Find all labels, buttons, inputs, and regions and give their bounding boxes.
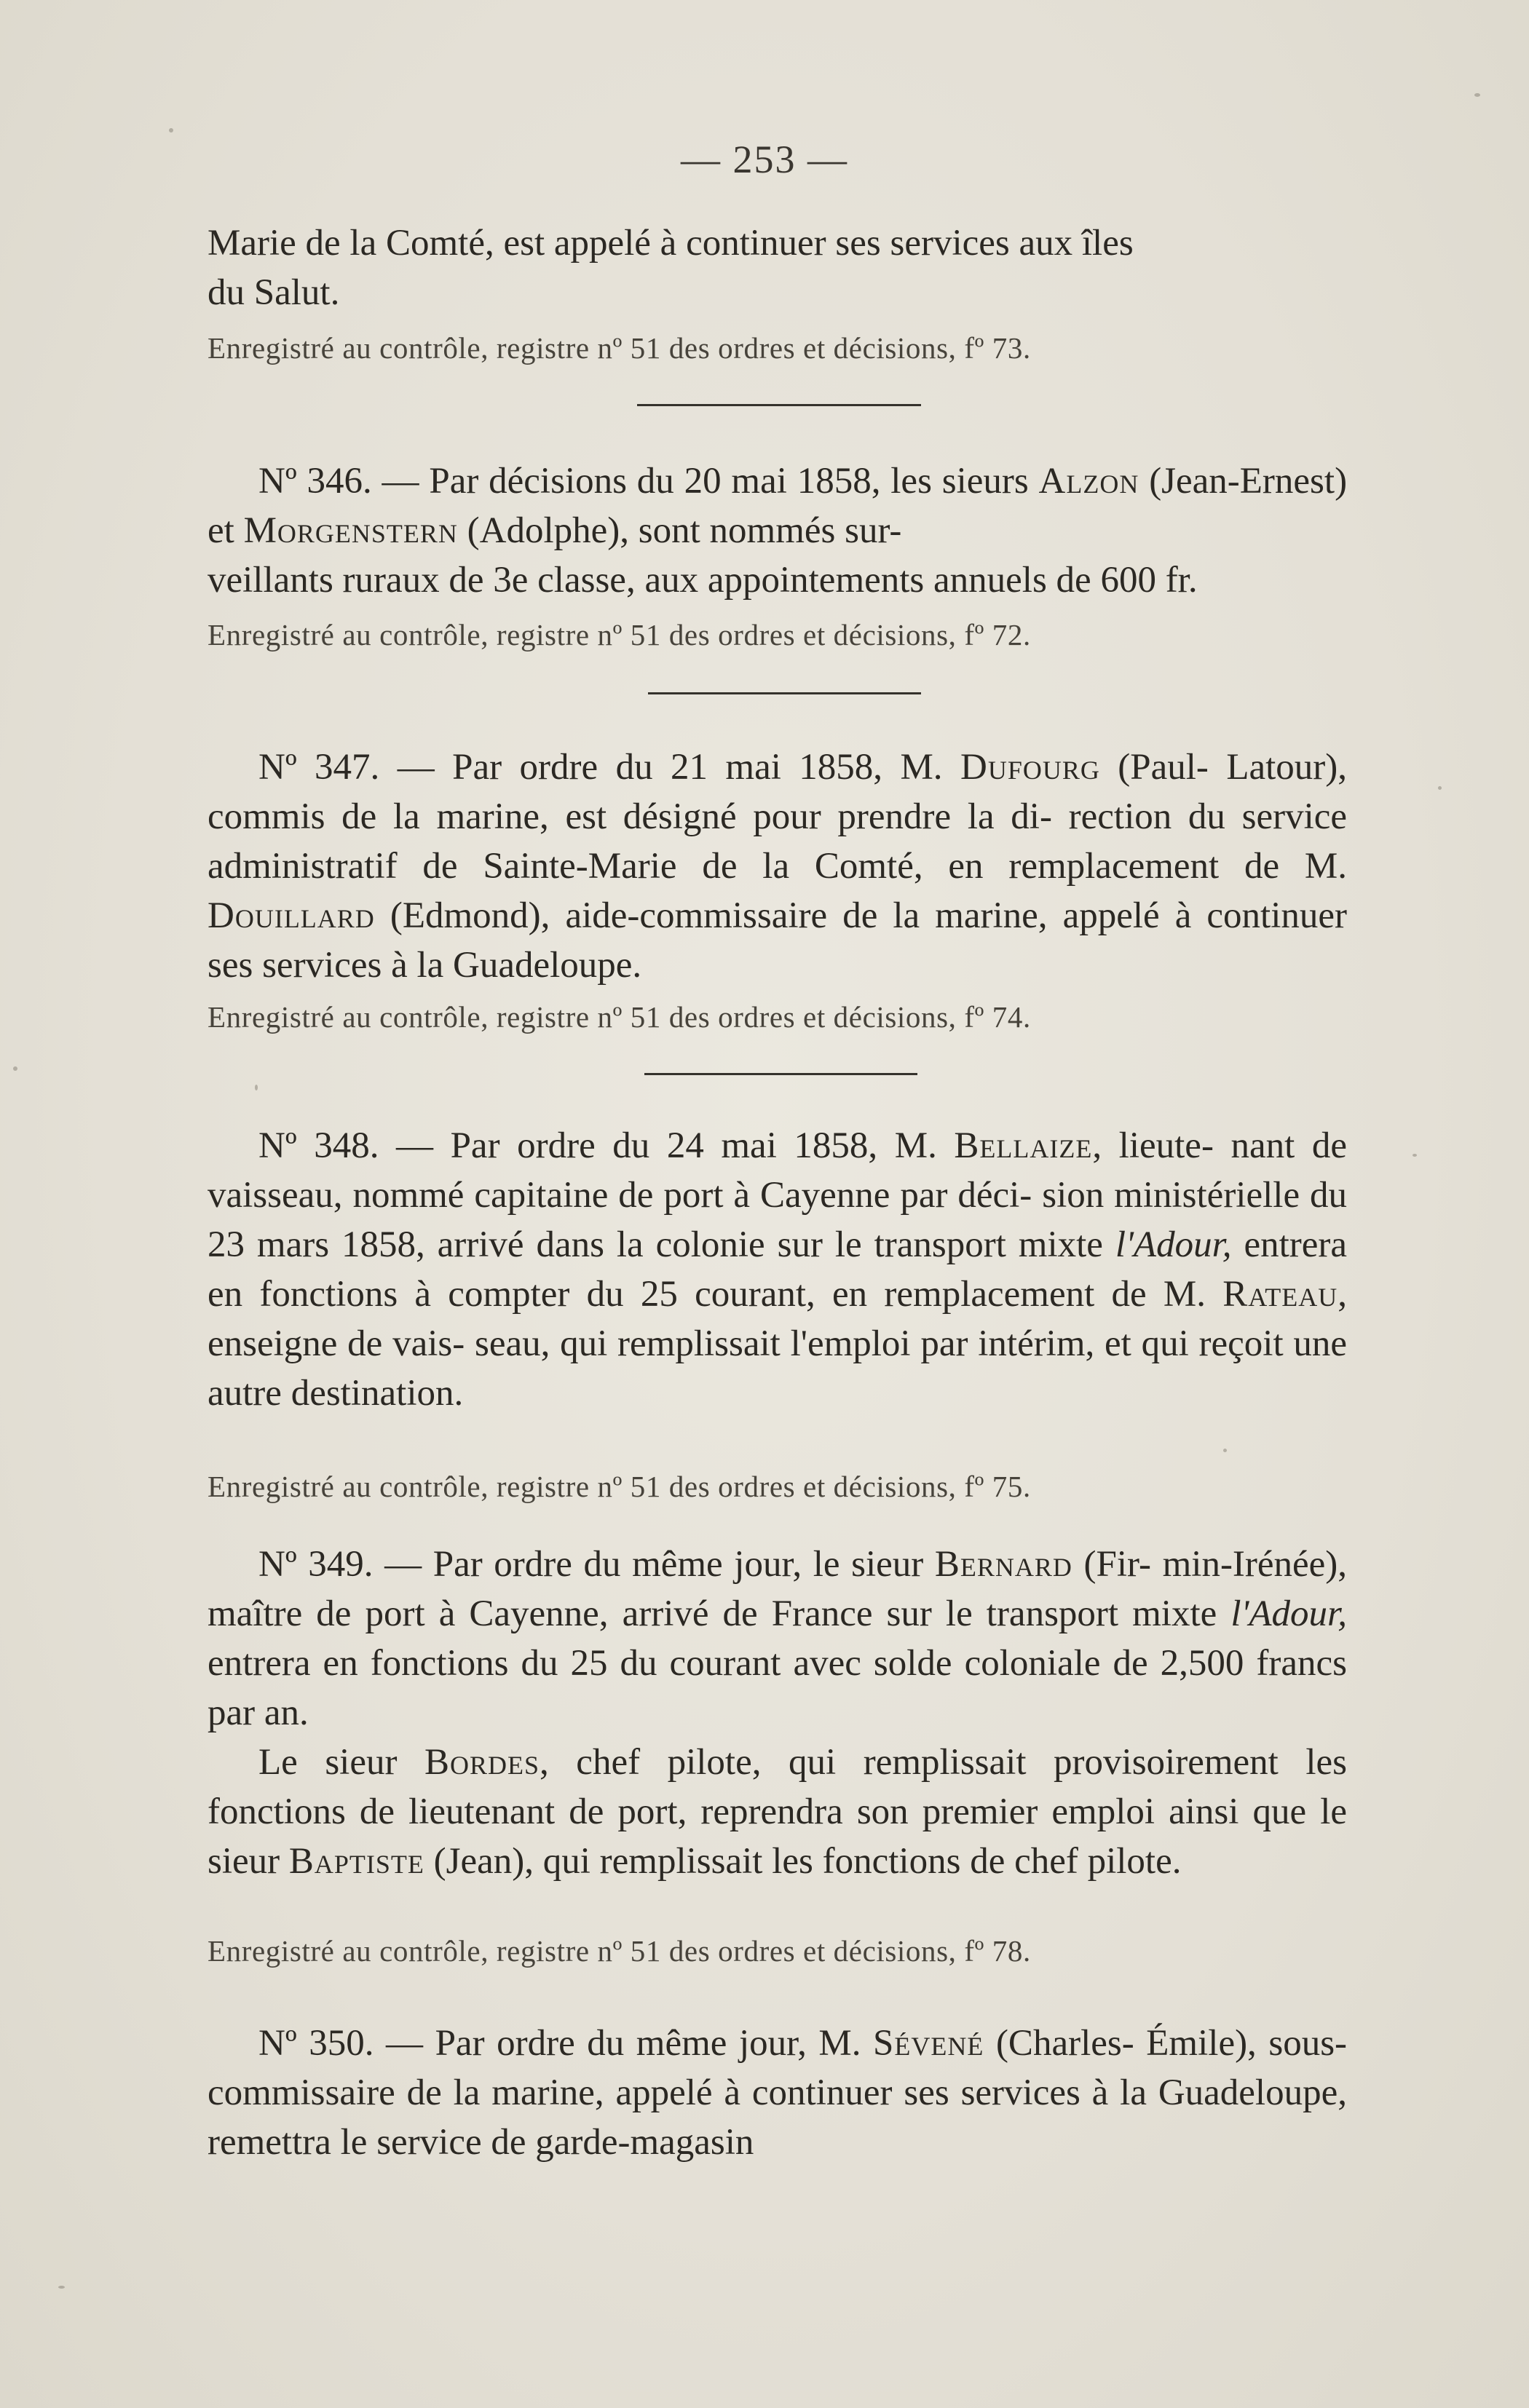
ship-name: l'Adour, (1230, 1593, 1347, 1634)
paper-speck (169, 128, 173, 132)
entry-prev-text (208, 218, 1347, 317)
paper-speck (1223, 1449, 1227, 1452)
entry-349-paragraph-2: Le sieur Bordes, chef pilote, qui remplissait provisoirement les fonctions de lieutenant de port, reprendra son premier emploi ainsi que le sieur Baptiste (Jean), qui remplissait les fonctions de chef pilote. (208, 1742, 1348, 1882)
separator-rule (644, 1073, 917, 1075)
person-name: Bernard (934, 1544, 1072, 1585)
entry-number: Nº 346. (258, 461, 372, 502)
entry-number: Nº 347. (258, 747, 380, 788)
entry-348: Nº 348. — Par ordre du 24 mai 1858, M. Bellaize, lieute- nant de vaisseau, nommé capitaine de port à Cayenne par déci- sion ministérielle du 23 mars 1858, arrivé dans la colonie sur le transport mixte l'Adour, entrera en fonctions à compter du 25 courant, en remplacement de M. Rateau, enseigne de vais- seau, qui remplissait l'emploi par intérim, et qui reçoit une autre destination. (208, 1125, 1348, 1414)
person-name: Dufourg (960, 747, 1100, 788)
person-name: Douillard (208, 895, 375, 936)
paper-speck (13, 1066, 17, 1071)
paper-speck (58, 2286, 65, 2289)
paper-speck (255, 1085, 258, 1090)
paper-speck (1413, 1154, 1417, 1157)
person-name: Sévené (873, 2023, 984, 2064)
registration-note: Enregistré au contrôle, registre nº 51 des ordres et décisions, fº 74. (208, 1000, 1031, 1034)
ship-name: l'Adour, (1115, 1224, 1232, 1265)
person-name: Bordes (424, 1742, 540, 1783)
separator-rule (648, 692, 921, 694)
separator-rule (637, 404, 921, 406)
paper-speck (1438, 786, 1442, 790)
entry-347: Nº 347. — Par ordre du 21 mai 1858, M. Dufourg (Paul- Latour), commis de la marine, est désigné pour prendre la di- rection du service administratif de Sainte-Marie de la Comté, en remplacement de M. Douillard (Edmond), aide-commissaire de la marine, appelé à continuer ses services à la Guadeloupe. (208, 747, 1348, 986)
person-name: Morgenstern (243, 510, 458, 551)
entry-number: Nº 348. (258, 1125, 379, 1166)
text-line: du Salut. (208, 272, 340, 313)
entry-349: Nº 349. — Par ordre du même jour, le sieur Bernard (Fir- min-Irénée), maître de port à Cayenne, arrivé de France sur le transport mixte l'Adour, entrera en fonctions du 25 du courant avec solde coloniale de 2,500 francs par an. (208, 1544, 1348, 1733)
entry-number: Nº 350. (258, 2023, 374, 2064)
paper-speck (1474, 93, 1480, 97)
text-line: Marie de la Comté, est appelé à continuer ses services aux îles (208, 223, 1134, 264)
person-name: Bellaize (954, 1125, 1093, 1166)
entry-346: Nº 346. — Par décisions du 20 mai 1858, les sieurs Alzon (Jean-Ernest) et Morgenstern (Adolphe), sont nommés sur- veillants ruraux de 3e classe, aux appointements annuels de 600 fr. (208, 461, 1348, 601)
page-number: — 253 — (681, 138, 848, 181)
registration-note: Enregistré au contrôle, registre nº 51 des ordres et décisions, fº 78. (208, 1934, 1031, 1968)
entry-number: Nº 349. (258, 1544, 374, 1585)
person-name: Rateau (1222, 1274, 1338, 1315)
registration-note: Enregistré au contrôle, registre nº 51 des ordres et décisions, fº 73. (208, 331, 1031, 365)
person-name: Baptiste (288, 1841, 424, 1882)
registration-note: Enregistré au contrôle, registre nº 51 des ordres et décisions, fº 75. (208, 1470, 1031, 1503)
entry-350: Nº 350. — Par ordre du même jour, M. Sévené (Charles- Émile), sous-commissaire de la marine, appelé à continuer ses services à la Guadeloupe, remettra le service de garde-magasin (208, 2023, 1348, 2163)
person-name: Alzon (1038, 461, 1139, 502)
registration-note: Enregistré au contrôle, registre nº 51 des ordres et décisions, fº 72. (208, 618, 1031, 651)
